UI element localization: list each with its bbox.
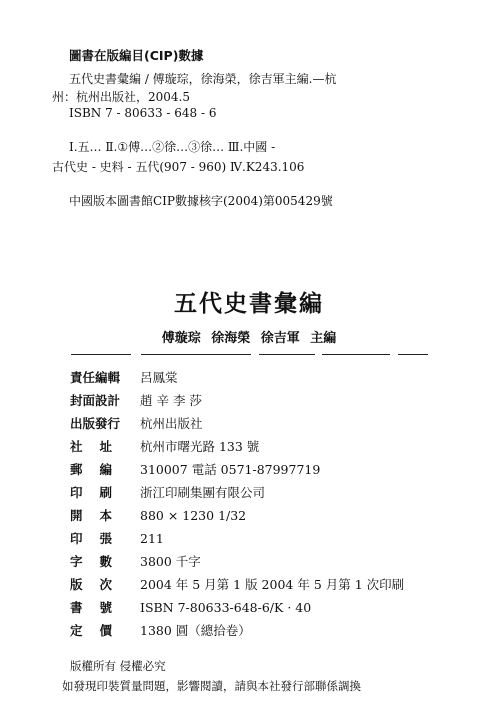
cip-subject-1: Ⅰ.五… Ⅱ.①傅…②徐…③徐… Ⅲ.中國 - [69,140,276,154]
cip-isbn: ISBN 7 - 80633 - 648 - 6 [69,106,217,120]
colophon-label: 開本 [70,508,112,523]
cip-heading: 圖書在版編目(CIP)數據 [69,48,204,63]
colophon-label: 出版發行 [70,416,121,431]
colophon-row [70,391,202,409]
colophon-label: 印刷 [70,485,112,500]
colophon-row [70,552,201,570]
colophon-label: 郵編 [70,462,112,477]
divider-segment [71,354,131,355]
colophon-value: 杭州市曙光路 133 號 [140,439,260,454]
colophon-label: 版次 [70,577,112,592]
colophon-value: 211 [140,531,164,546]
colophon-value: 杭州出版社 [140,416,203,431]
divider-segment [322,354,390,355]
rights-notice: 版權所有 侵權必究 [70,659,166,673]
colophon-label: 書號 [70,600,112,615]
colophon-row [70,621,251,639]
colophon-label: 責任編輯 [70,370,121,385]
colophon-value: 3800 千字 [140,554,201,569]
colophon-row [70,529,164,547]
colophon-row [70,368,178,386]
colophon-value: 880 × 1230 1/32 [140,508,247,523]
colophon-value: 310007 電話 0571-87997719 [140,462,321,477]
colophon-row [70,437,259,455]
colophon-value: ISBN 7-80633-648-6/K · 40 [140,600,312,615]
colophon-value: 趙 辛 李 莎 [140,393,202,408]
colophon-label: 字數 [70,554,112,569]
colophon-label: 社址 [70,439,112,454]
colophon-label: 印張 [70,531,112,546]
colophon-row [70,506,246,524]
quality-notice: 如發現印裝質量問題，影響閱讀，請與本社發行部聯係調換 [62,679,361,693]
colophon-value: 1380 圓（總拾卷） [140,623,251,638]
divider-segment [141,354,251,355]
cip-subject-2: 古代史 - 史料 - 五代(907 - 960) Ⅳ.K243.106 [52,160,305,174]
colophon-label: 封面設計 [70,393,121,408]
cip-verification: 中國版本圖書館CIP數據核字(2004)第005429號 [69,194,333,208]
colophon-row [70,483,265,501]
colophon-value: 呂鳳棠 [140,370,178,385]
divider-segment [398,354,428,355]
divider-segment [259,354,315,355]
colophon-row [70,598,311,616]
colophon-value: 浙江印刷集團有限公司 [140,485,266,500]
cip-line-1: 五代史書彙編 / 傅璇琮，徐海榮，徐吉軍主編.—杭 [69,72,337,86]
colophon-value: 2004 年 5 月第 1 版 2004 年 5 月第 1 次印刷 [140,577,405,592]
colophon-label: 定價 [70,623,112,638]
cip-line-2: 州：杭州出版社，2004.5 [52,90,190,104]
book-title: 五代史書彙編 [174,290,324,317]
book-authors: 傅璇琮 徐海榮 徐吉軍 主編 [161,331,337,346]
colophon-row [70,460,320,478]
colophon-row [70,575,404,593]
colophon-row [70,414,203,432]
